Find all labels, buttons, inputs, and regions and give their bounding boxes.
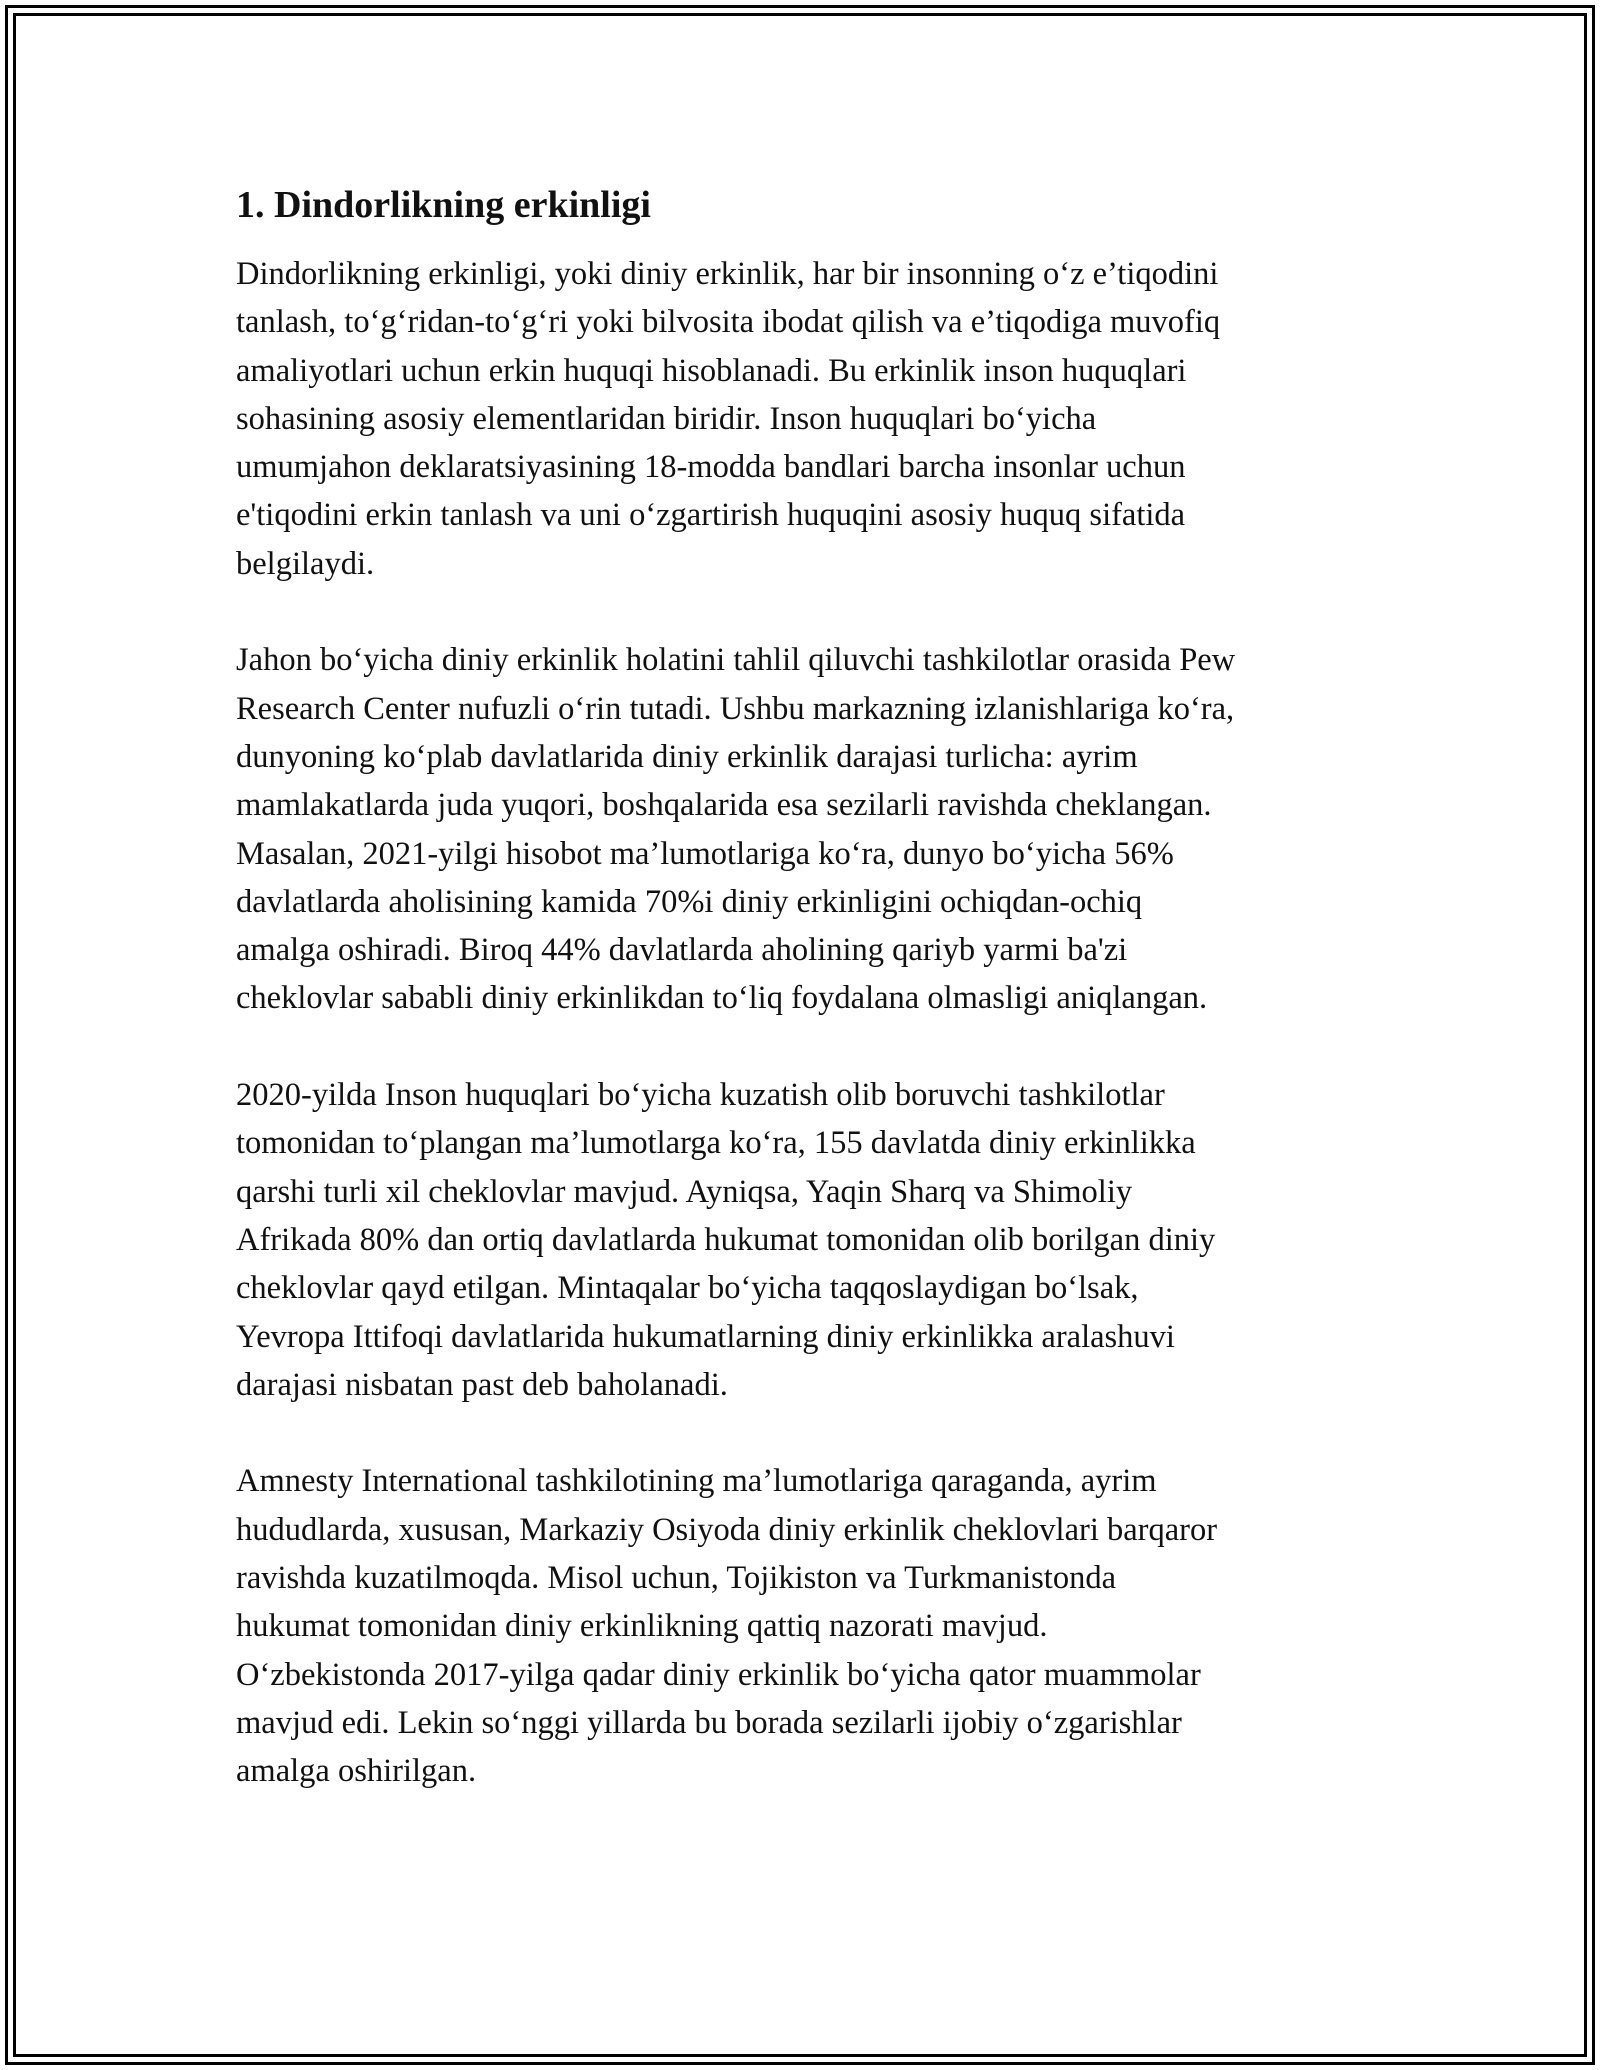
paragraph-amnesty-international: Amnesty International tashkilotining ma’lumotlariga qaraganda, ayrim hududlarda, xususan, Markaziy Osiyoda diniy erkinlik cheklovlari barqaror ravishda kuzatilmoqda. Misol uchun, Tojikiston va Turkmanistonda hukumat tomonidan diniy erkinlikning qattiq nazorati mavjud. O‘zbekistonda 2017-yilga qadar diniy erkinlik bo‘yicha qator muammolar mavjud edi. Lekin so‘nggi yillarda bu borada sezilarli ijobiy o‘zgarishlar amalga oshirilgan.	[236, 1463, 1218, 1790]
paragraph-pew-research: Jahon bo‘yicha diniy erkinlik holatini tahlil qiluvchi tashkilotlar orasida Pew Research Center nufuzli o‘rin tutadi. Ushbu markazning izlanishlariga ko‘ra, dunyoning ko‘plab davlatlarida diniy erkinlik darajasi turlicha: ayrim mamlakatlarda juda yuqori, boshqalarida esa sezilarli ravishda cheklangan. Masalan, 2021-yilgi hisobot ma’lumotlariga ko‘ra, dunyo bo‘yicha 56% davlatlarda aholisining kamida 70%i diniy erkinligini ochiqdan-ochiq amalga oshiradi. Biroq 44% davlatlarda aholining qariyb yarmi ba'zi cheklovlar sababli diniy erkinlikdan to‘liq foydalana olmasligi aniqlangan.	[236, 642, 1236, 1017]
section-title: 1. Dindorlikning erkinligi	[236, 184, 651, 226]
paragraph-human-rights-2020: 2020-yilda Inson huquqlari bo‘yicha kuzatish olib boruvchi tashkilotlar tomonidan to‘plangan ma’lumotlarga ko‘ra, 155 davlatda diniy erkinlikka qarshi turli xil cheklovlar mavjud. Ayniqsa, Yaqin Sharq va Shimoliy Afrikada 80% dan ortiq davlatlarda hukumat tomonidan olib borilgan diniy cheklovlar qayd etilgan. Mintaqalar bo‘yicha taqqoslaydigan bo‘lsak, Yevropa Ittifoqi davlatlarida hukumatlarning diniy erkinlikka aralashuvi darajasi nisbatan past deb baholanadi.	[236, 1077, 1216, 1403]
paragraph-religious-freedom-definition: Dindorlikning erkinligi, yoki diniy erkinlik, har bir insonning o‘z e’tiqodini tanlash, to‘g‘ridan-to‘g‘ri yoki bilvosita ibodat qilish va e’tiqodiga muvofiq amaliyotlari uchun erkin huquqi hisoblanadi. Bu erkinlik inson huquqlari sohasining asosiy elementlaridan biridir. Inson huquqlari bo‘yicha umumjahon deklaratsiyasining 18-modda bandlari barcha insonlar uchun e'tiqodini erkin tanlash va uni o‘zgartirish huquqini asosiy huquq sifatida belgilaydi.	[236, 256, 1221, 582]
document-body	[236, 180, 1366, 1796]
